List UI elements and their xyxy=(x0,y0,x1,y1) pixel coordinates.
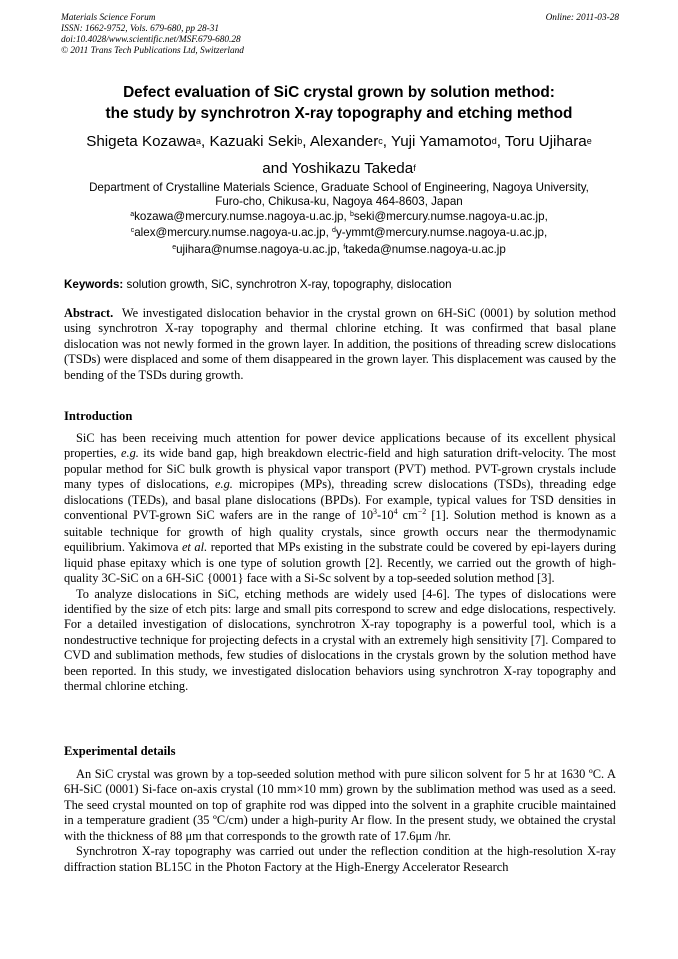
title-line-1: Defect evaluation of SiC crystal grown by solution method: xyxy=(123,84,555,101)
email-c: alex@mercury.numse.nagoya-u.ac.jp xyxy=(134,226,326,240)
author-name: Yuji Yamamoto xyxy=(390,133,492,150)
abstract-text: We investigated dislocation behavior in the crystal grown on 6H-SiC (0001) by solution method using synchrotron X-ray topography and thermal chlorine etching. It was confirmed that basal plane dislocation was not newly formed in the grown layer. In addition, the positions of threading screw dislocations (TSDs) were displaced and some of them disappeared in the grown layer. This displacement was caused by the bending of the TSDs during growth. xyxy=(64,306,616,382)
keywords-label: Keywords: xyxy=(64,278,124,291)
author-sup: a xyxy=(195,136,201,146)
author-name: Kazuaki Seki xyxy=(209,133,298,150)
abstract-label: Abstract. xyxy=(64,306,114,320)
copyright-line: © 2011 Trans Tech Publications Ltd, Switzerland xyxy=(61,46,244,56)
email-line-3: $^e$ujihara@numse.nagoya-u.ac.jp, $^f$takeda@numse.nagoya-u.ac.jp xyxy=(172,242,506,256)
email-a: kozawa@mercury.numse.nagoya-u.ac.jp xyxy=(134,209,344,223)
author-sup: d xyxy=(491,136,497,146)
experimental-body xyxy=(64,767,616,875)
author-sup: f xyxy=(413,163,416,173)
intro-paragraph-2: To analyze dislocations in SiC, etching methods are widely used [4-6]. The types of dislocations were identified by the size of etch pits: large and small pits correspond to screw and edge dislocations, respectively. For a detailed investigation of dislocations, synchrotron X-ray topography is a powerful tool, which is a nondestructive technique for projecting defects in a crystal with an extremely high sensitivity [7]. Compared to CVD and sublimation methods, few studies of dislocations in the crystals grown by the solution method have been reported. In this study, we investigated dislocation behaviors using synchrotron X-ray topography and thermal chlorine etching. xyxy=(64,586,616,694)
email-line-1: $^a$kozawa@mercury.numse.nagoya-u.ac.jp, $^b$seki@mercury.numse.nagoya-u.ac.jp, xyxy=(130,209,548,223)
paper-title xyxy=(50,82,628,124)
author-name: Toru Ujihara xyxy=(504,133,587,150)
journal-header xyxy=(61,13,619,57)
introduction-heading: Introduction xyxy=(64,409,133,423)
abstract xyxy=(64,306,616,383)
email-b: seki@mercury.numse.nagoya-u.ac.jp xyxy=(353,209,545,223)
author-sup: c xyxy=(378,136,383,146)
author-name: Yoshikazu Takeda xyxy=(291,160,414,177)
online-date: Online: 2011-03-28 xyxy=(545,13,619,23)
introduction-body xyxy=(64,431,616,695)
email-f: takeda@numse.nagoya-u.ac.jp xyxy=(345,242,506,256)
email-d: y-ymmt@mercury.numse.nagoya-u.ac.jp xyxy=(335,226,545,240)
affiliation-line-1: Department of Crystalline Materials Science, Graduate School of Engineering, Nagoya University, xyxy=(89,181,589,194)
title-line-2: the study by synchrotron X-ray topography and etching method xyxy=(105,105,573,122)
keywords-text: solution growth, SiC, synchrotron X-ray, topography, dislocation xyxy=(126,278,452,291)
author-conjunction: and xyxy=(262,160,292,177)
keywords xyxy=(64,278,616,292)
exp-paragraph-1: An SiC crystal was grown by a top-seeded solution method with pure silicon solvent for 5 hr at 1630 ºC. A 6H-SiC (0001) Si-face on-axis crystal (10 mm×10 mm) grown by the sublimation method was used as a seed. The seed crystal mounted on top of graphite rod was dipped into the solvent in a graphite crucible maintained in a temperature gradient (35 ºC/cm) under a high-purity Ar flow. In the present study, we obtained the crystal with the thickness of 88 μm that corresponds to the growth rate of 17.6μm /hr. xyxy=(64,767,616,843)
affiliation-line-2: Furo-cho, Chikusa-ku, Nagoya 464-8603, Japan xyxy=(215,195,463,209)
issn-line: ISSN: 1662-9752, Vols. 679-680, pp 28-31 xyxy=(61,24,220,34)
exp-paragraph-2: Synchrotron X-ray topography was carried out under the reflection condition at the high-resolution X-ray diffraction station BL15C in the Photon Factory at the High-Energy Accelerator Research xyxy=(64,844,616,874)
doi-line: doi:10.4028/www.scientific.net/MSF.679-680.28 xyxy=(61,35,241,45)
journal-name: Materials Science Forum xyxy=(61,13,156,23)
experimental-heading: Experimental details xyxy=(64,744,176,758)
email-e: ujihara@numse.nagoya-u.ac.jp xyxy=(176,242,337,256)
author-name: Shigeta Kozawa xyxy=(86,133,196,150)
author-name: Alexander xyxy=(309,133,379,150)
author-sup: b xyxy=(297,136,303,146)
affiliation-block xyxy=(55,181,623,259)
email-line-2: $^c$alex@mercury.numse.nagoya-u.ac.jp, $^d$y-ymmt@mercury.numse.nagoya-u.ac.jp, xyxy=(130,226,548,240)
author-list: Shigeta Kozawa$^a$, Kazuaki Seki$^b$, Alexander$^c$, Yuji Yamamoto$^d$, Toru Ujihara$^e$ and Yoshikazu Takeda$^f$ xyxy=(86,133,592,177)
intro-paragraph-1: SiC has been receiving much attention for power device applications because of its excellent physical properties, e.g. its wide band gap, high breakdown electric-field and high saturation drift-velocity. The most popular method for SiC bulk growth is physical vapor transport (PVT) method. PVT-grown crystals include many types of dislocations, e.g. micropipes (MPs), threading screw dislocations (TSDs), threading edge dislocations (TEDs), and basal plane dislocations (BPDs). For example, typical values for TSD densities in conventional PVT-grown SiC wafers are in the range of $10^3-10^4$ $cm^{-2}$ [1]. Solution method is known as a suitable technique for growth of high quality crystals, since growth occurs near the thermodynamic equilibrium. Yakimova et al. reported that MPs existing in the substrate could be covered by epi-layers during liquid phase epitaxy which is one type of solution growth [2]. Recently, we carried out the growth of high-quality 3C-SiC on a 6H-SiC {0001} face with a Si-Sc solvent by a top-seeded solution method [3]. xyxy=(64,431,617,586)
author-sup: e xyxy=(586,136,592,146)
